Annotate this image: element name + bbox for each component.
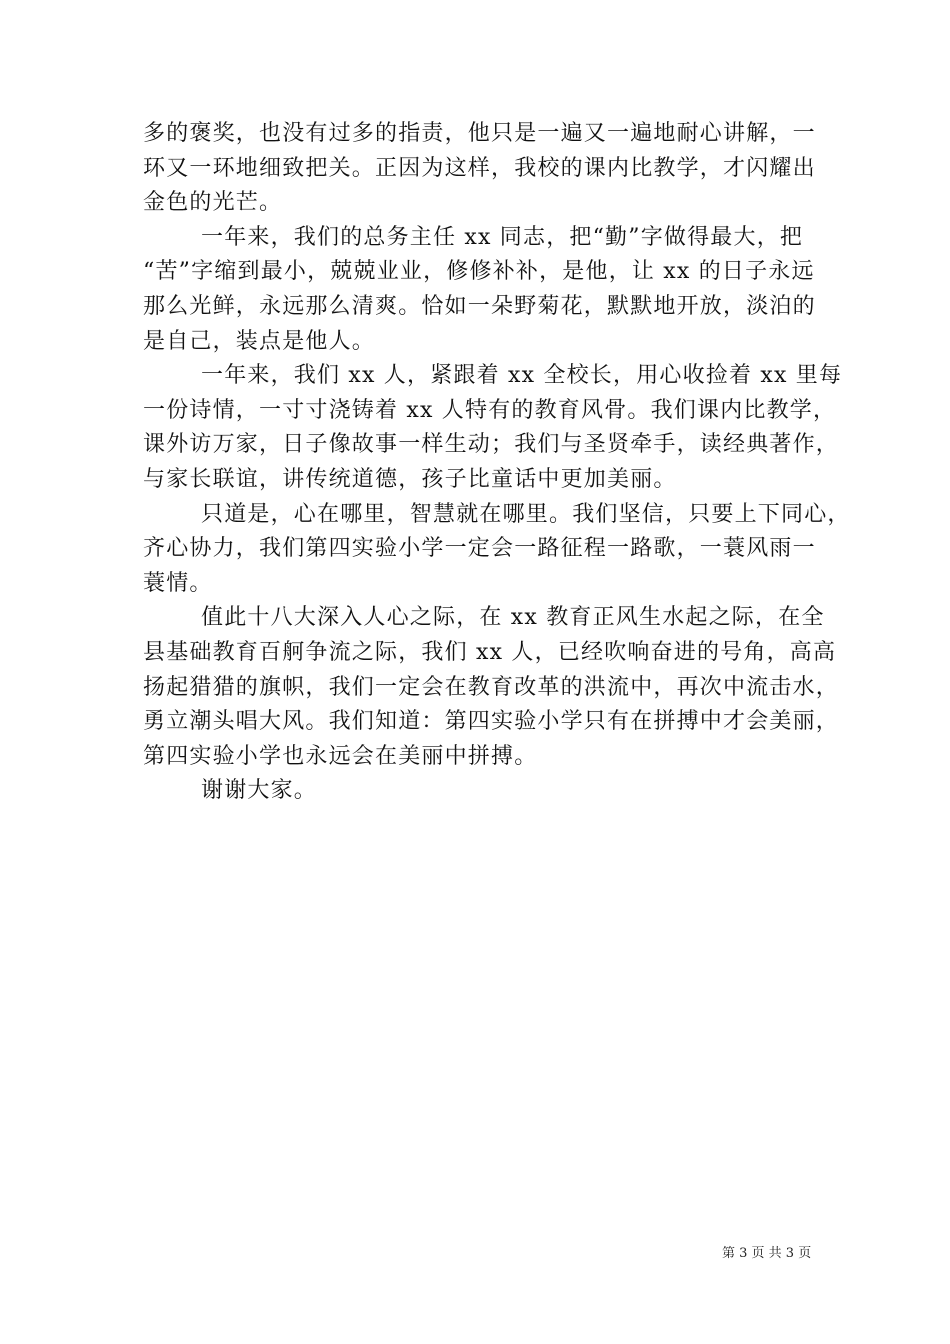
- paragraph-first-line: 一年来，我们的总务主任 xx 同志，把“勤”字做得最大，把: [201, 224, 804, 250]
- paragraph-first-line: 值此十八大深入人心之际，在 xx 教育正风生水起之际，在全: [201, 605, 825, 631]
- text-line: 课外访万家，日子像故事一样生动；我们与圣贤牵手，读经典著作，: [143, 432, 840, 458]
- paragraph-first-line: 只道是，心在哪里，智慧就在哪里。我们坚信，只要上下同心，: [201, 501, 851, 527]
- document-body: [143, 117, 851, 809]
- text-line: “苦”字缩到最小，兢兢业业，修修补补，是他，让 xx 的日子永远: [143, 259, 815, 285]
- text-line: 多的褒奖，也没有过多的指责，他只是一遍又一遍地耐心讲解，一: [143, 121, 816, 146]
- page-number: 第 3 页 共 3 页: [722, 1246, 812, 1261]
- text-line: 第四实验小学也永远会在美丽中拼搏。: [143, 743, 538, 769]
- closing-line: 谢谢大家。: [201, 778, 318, 804]
- text-line: 勇立潮头唱大风。我们知道：第四实验小学只有在拼搏中才会美丽，: [143, 709, 840, 735]
- text-line: 金色的光芒。: [143, 190, 283, 216]
- paragraph-first-line: 一年来，我们 xx 人，紧跟着 xx 全校长，用心收捡着 xx 里每: [201, 363, 843, 389]
- text-line: 是自己，装点是他人。: [143, 328, 376, 354]
- text-line: 齐心协力，我们第四实验小学一定会一路征程一路歌，一蓑风雨一: [143, 536, 816, 562]
- text-line: 一份诗情，一寸寸浇铸着 xx 人特有的教育风骨。我们课内比教学，: [143, 397, 837, 423]
- text-line: 县基础教育百舸争流之际，我们 xx 人，已经吹响奋进的号角，高高: [143, 639, 837, 665]
- text-line: 那么光鲜，永远那么清爽。恰如一朵野菊花，默默地开放，淡泊的: [143, 293, 816, 319]
- text-line: 蓑情。: [143, 570, 213, 596]
- text-line: 扬起猎猎的旗帜，我们一定会在教育改革的洪流中，再次中流击水，: [143, 674, 840, 700]
- text-line: 与家长联谊，讲传统道德，孩子比童话中更加美丽。: [143, 466, 677, 492]
- text-line: 环又一环地细致把关。正因为这样，我校的课内比教学，才闪耀出: [143, 155, 816, 181]
